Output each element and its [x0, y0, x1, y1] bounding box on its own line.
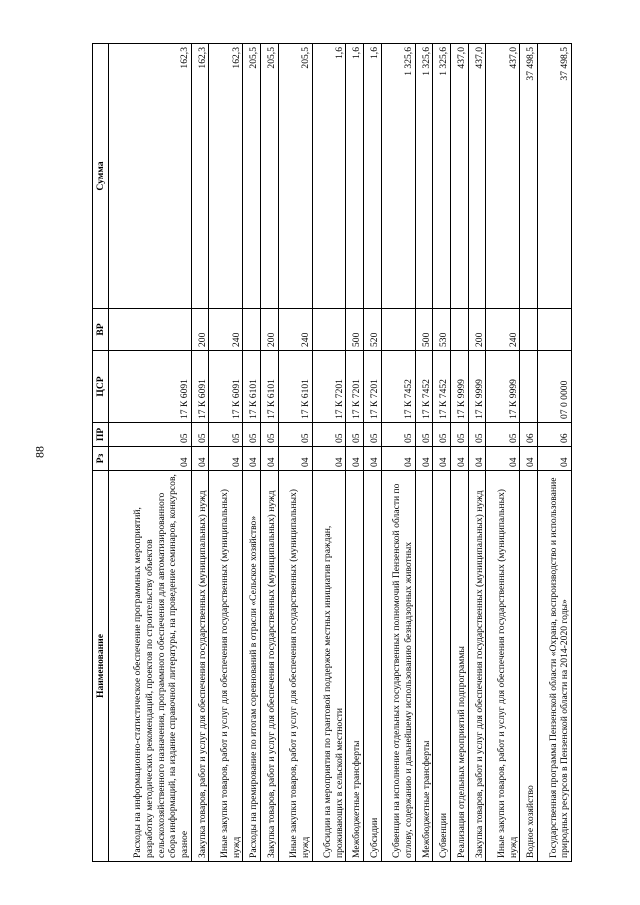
row-csr: 17 К 7452 — [433, 351, 451, 423]
row-rz: 04 — [278, 447, 312, 471]
row-rz: 04 — [346, 447, 364, 471]
row-csr — [520, 351, 538, 423]
row-name: Иные закупки товаров, работ и услуг для обеспечения государственных (муниципальных) нужд — [209, 471, 243, 862]
row-name: Расходы на премирование по итогам соревнований в отрасли «Сельское хозяйство» — [243, 471, 261, 862]
header-name: Наименование — [93, 471, 109, 862]
table-row — [346, 44, 364, 862]
row-pr: 05 — [109, 423, 192, 447]
row-csr: 17 К 7201 — [346, 351, 364, 423]
row-rz: 04 — [537, 447, 571, 471]
row-name: Расходы на информационно-статистическое обеспечение программных мероприятий, разработку методических рекомендаций, проектов по строительству объектов сельскохозяйственного назначения, программного обеспечения для автоматизированного сбора информаций, на издание справочной литературы, на проведение семинаров, конкурсов, разное — [109, 471, 192, 862]
rotated-sheet — [92, 44, 572, 862]
row-pr: 05 — [415, 423, 433, 447]
budget-table-container — [92, 44, 572, 862]
row-csr: 17 К 6101 — [243, 351, 261, 423]
row-name: Субвенции — [433, 471, 451, 862]
row-vr: 200 — [260, 309, 278, 351]
header-vr: ВР — [93, 309, 109, 351]
row-csr: 17 К 9999 — [451, 351, 469, 423]
table-row — [109, 44, 192, 862]
budget-table — [92, 43, 572, 862]
table-row — [520, 44, 538, 862]
row-pr: 05 — [451, 423, 469, 447]
row-name: Субсидии — [364, 471, 382, 862]
row-rz: 04 — [520, 447, 538, 471]
row-name: Водное хозяйство — [520, 471, 538, 862]
row-csr: 17 К 7452 — [415, 351, 433, 423]
header-rz: Рз — [93, 447, 109, 471]
row-rz: 04 — [243, 447, 261, 471]
row-vr: 520 — [364, 309, 382, 351]
table-row — [381, 44, 415, 862]
row-vr — [243, 309, 261, 351]
row-csr: 17 К 7201 — [312, 351, 346, 423]
row-pr: 05 — [278, 423, 312, 447]
row-vr: 240 — [209, 309, 243, 351]
table-row — [278, 44, 312, 862]
row-sum: 37 498,5 — [537, 44, 571, 309]
row-csr: 17 К 9999 — [486, 351, 520, 423]
row-name: Иные закупки товаров, работ и услуг для обеспечения государственных (муниципальных) нужд — [486, 471, 520, 862]
row-csr: 17 К 6091 — [109, 351, 192, 423]
row-sum: 37 498,5 — [520, 44, 538, 309]
row-name: Закупка товаров, работ и услуг для обеспечения государственных (муниципальных) нужд — [260, 471, 278, 862]
row-name: Межбюджетные трансферты — [346, 471, 364, 862]
row-csr: 17 К 7452 — [381, 351, 415, 423]
row-csr: 17 К 9999 — [468, 351, 486, 423]
row-csr: 17 К 6091 — [191, 351, 209, 423]
header-pr: ПР — [93, 423, 109, 447]
row-rz: 04 — [415, 447, 433, 471]
header-csr: ЦСР — [93, 351, 109, 423]
header-row — [93, 44, 109, 862]
row-sum: 1,6 — [312, 44, 346, 309]
row-rz: 04 — [451, 447, 469, 471]
row-pr: 05 — [312, 423, 346, 447]
row-sum: 205,5 — [278, 44, 312, 309]
row-csr: 17 К 6091 — [209, 351, 243, 423]
row-rz: 04 — [364, 447, 382, 471]
row-vr — [537, 309, 571, 351]
row-vr: 500 — [415, 309, 433, 351]
row-vr: 200 — [191, 309, 209, 351]
table-row — [243, 44, 261, 862]
row-name: Реализация отдельных мероприятий подпрограммы — [451, 471, 469, 862]
row-sum: 437,0 — [468, 44, 486, 309]
header-sum: Сумма — [93, 44, 109, 309]
table-row — [537, 44, 571, 862]
row-name: Иные закупки товаров, работ и услуг для обеспечения государственных (муниципальных) нужд — [278, 471, 312, 862]
table-row — [364, 44, 382, 862]
row-vr — [109, 309, 192, 351]
table-row — [486, 44, 520, 862]
row-pr: 05 — [346, 423, 364, 447]
row-sum: 1,6 — [364, 44, 382, 309]
row-name: Закупка товаров, работ и услуг для обеспечения государственных (муниципальных) нужд — [191, 471, 209, 862]
row-vr — [381, 309, 415, 351]
table-row — [433, 44, 451, 862]
row-pr: 05 — [468, 423, 486, 447]
row-sum: 1 325,6 — [415, 44, 433, 309]
row-pr: 05 — [209, 423, 243, 447]
row-sum: 1,6 — [346, 44, 364, 309]
row-name: Субвенции на исполнение отдельных государственных полномочий Пензенской области по отлову, содержанию и дальнейшему использованию безнадзорных животных — [381, 471, 415, 862]
row-pr: 05 — [260, 423, 278, 447]
table-row — [468, 44, 486, 862]
row-vr — [451, 309, 469, 351]
row-rz: 04 — [209, 447, 243, 471]
row-rz: 04 — [312, 447, 346, 471]
row-sum: 1 325,6 — [381, 44, 415, 309]
row-rz: 04 — [260, 447, 278, 471]
row-vr — [312, 309, 346, 351]
row-csr: 17 К 6101 — [278, 351, 312, 423]
row-csr: 17 К 6101 — [260, 351, 278, 423]
row-vr: 200 — [468, 309, 486, 351]
row-pr: 05 — [486, 423, 520, 447]
row-pr: 05 — [433, 423, 451, 447]
row-sum: 162,3 — [191, 44, 209, 309]
row-csr: 17 К 7201 — [364, 351, 382, 423]
row-sum: 205,5 — [243, 44, 261, 309]
row-name: Субсидии на мероприятия по грантовой поддержке местных инициатив граждан, проживающих в сельской местности — [312, 471, 346, 862]
row-vr: 240 — [278, 309, 312, 351]
row-pr: 06 — [520, 423, 538, 447]
table-row — [312, 44, 346, 862]
row-sum: 205,5 — [260, 44, 278, 309]
row-pr: 06 — [537, 423, 571, 447]
row-name: Межбюджетные трансферты — [415, 471, 433, 862]
row-sum: 437,0 — [486, 44, 520, 309]
table-row — [451, 44, 469, 862]
row-sum: 162,3 — [209, 44, 243, 309]
row-rz: 04 — [381, 447, 415, 471]
row-sum: 1 325,6 — [433, 44, 451, 309]
row-pr: 05 — [191, 423, 209, 447]
row-rz: 04 — [468, 447, 486, 471]
table-row — [191, 44, 209, 862]
row-name: Государственная программа Пензенской области «Охрана, воспроизводство и использование природных ресурсов в Пензенской области на 2014-2020 годы» — [537, 471, 571, 862]
table-row — [260, 44, 278, 862]
row-rz: 04 — [486, 447, 520, 471]
row-vr: 500 — [346, 309, 364, 351]
row-rz: 04 — [191, 447, 209, 471]
row-csr: 07 0 0000 — [537, 351, 571, 423]
page-number: 88 — [32, 446, 47, 458]
row-rz: 04 — [433, 447, 451, 471]
row-pr: 05 — [364, 423, 382, 447]
row-vr: 240 — [486, 309, 520, 351]
row-sum: 437,0 — [451, 44, 469, 309]
row-vr — [520, 309, 538, 351]
row-pr: 05 — [381, 423, 415, 447]
row-sum: 162,3 — [109, 44, 192, 309]
row-rz: 04 — [109, 447, 192, 471]
row-pr: 05 — [243, 423, 261, 447]
row-vr: 530 — [433, 309, 451, 351]
table-row — [209, 44, 243, 862]
row-name: Закупка товаров, работ и услуг для обеспечения государственных (муниципальных) нужд — [468, 471, 486, 862]
table-row — [415, 44, 433, 862]
